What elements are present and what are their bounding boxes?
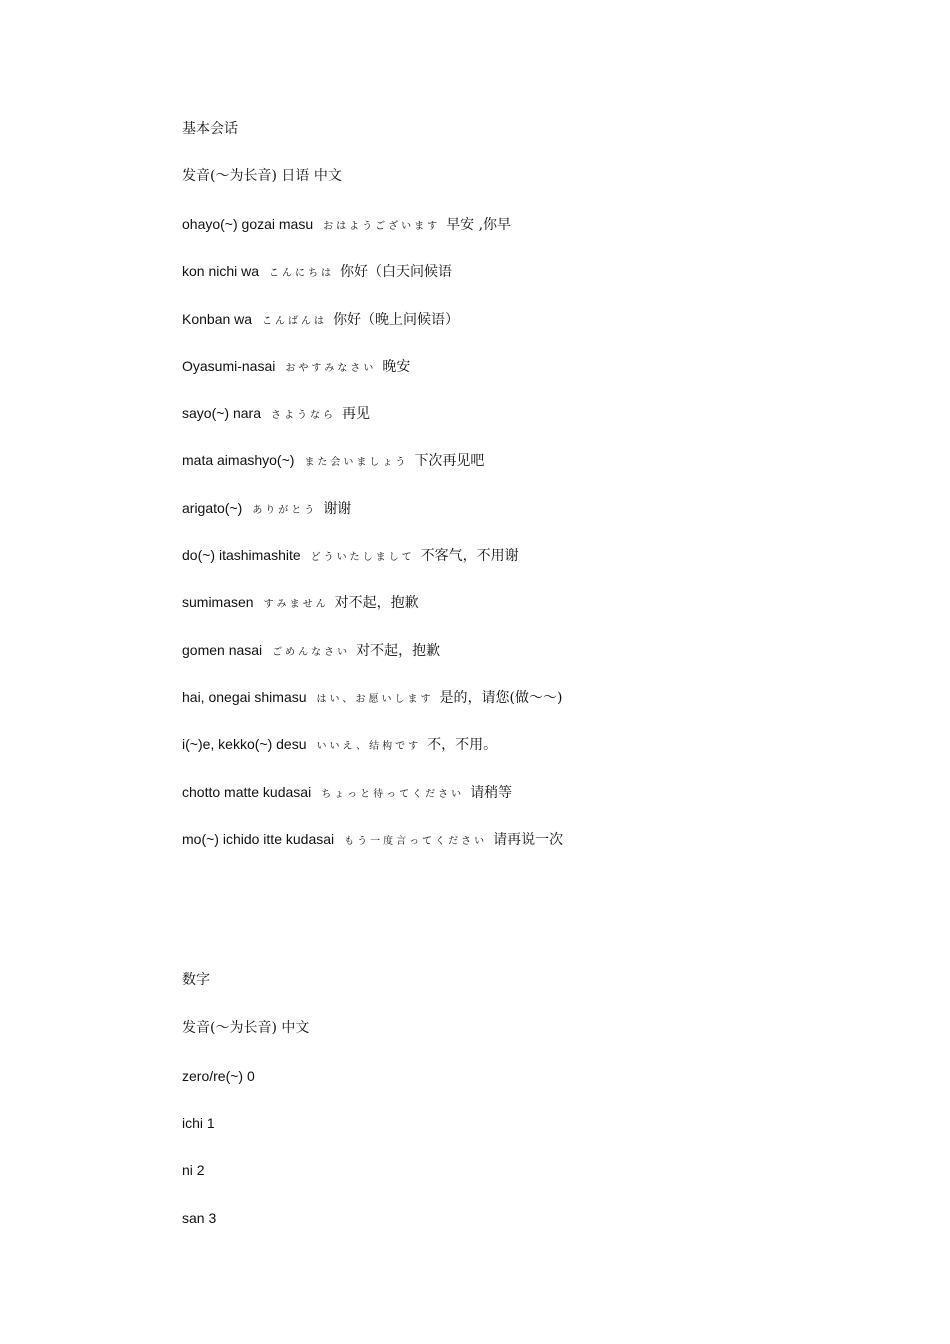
phrase-row — [182, 498, 351, 521]
chinese-text: 下次再见吧 — [414, 453, 485, 469]
japanese-text: どういたしまして — [310, 552, 415, 563]
phrase-row — [182, 687, 562, 710]
romaji-text: gomen nasai — [182, 642, 263, 658]
phrase-row — [182, 545, 519, 568]
number-row: ni 2 — [182, 1162, 205, 1178]
romaji-text: mo(~) ichido itte kudasai — [182, 831, 335, 847]
chinese-text: 不，不用。 — [427, 737, 498, 753]
romaji-text: hai, onegai shimasu — [182, 689, 307, 705]
phrase-row — [182, 782, 512, 805]
japanese-text: さようなら — [270, 410, 336, 421]
romaji-text: ohayo(~) gozai masu — [182, 216, 314, 232]
phrase-row — [182, 403, 370, 426]
section-title-numbers: 数字 — [182, 972, 210, 988]
chinese-text: 对不起，抱歉 — [334, 595, 419, 611]
romaji-text: kon nichi wa — [182, 263, 260, 279]
chinese-text: 对不起，抱歉 — [356, 643, 441, 659]
chinese-text: 请稍等 — [470, 785, 513, 801]
chinese-text: 早安 ,你早 — [446, 217, 512, 233]
chinese-text: 再见 — [341, 406, 370, 422]
phrase-row — [182, 309, 459, 332]
romaji-text: i(~)e, kekko(~) desu — [182, 736, 307, 752]
japanese-text: こんにちは — [269, 268, 335, 279]
phrase-row — [182, 450, 484, 473]
chinese-text: 谢谢 — [323, 501, 352, 517]
phrase-row — [182, 592, 419, 615]
phrase-row — [182, 829, 563, 852]
japanese-text: もう一度言ってください — [344, 836, 488, 847]
chinese-text: 不客气，不用谢 — [420, 548, 519, 564]
number-row: zero/re(~) 0 — [182, 1068, 255, 1084]
japanese-text: おやすみなさい — [285, 363, 377, 374]
japanese-text: はい、お愿いします — [316, 694, 434, 705]
romaji-text: chotto matte kudasai — [182, 784, 312, 800]
romaji-text: Oyasumi-nasai — [182, 358, 276, 374]
romaji-text: sayo(~) nara — [182, 405, 261, 421]
column-header: 发音(～为长音) 中文 — [182, 1020, 310, 1036]
phrase-row — [182, 214, 511, 237]
japanese-text: おはようございます — [323, 221, 441, 232]
section-title-basic-conversation: 基本会话 — [182, 121, 238, 137]
japanese-text: ごめんなさい — [272, 647, 351, 658]
phrase-row — [182, 640, 440, 663]
phrase-row — [182, 734, 497, 757]
romaji-text: Konban wa — [182, 311, 253, 327]
japanese-text: また会いましょう — [304, 457, 409, 468]
romaji-text: arigato(~) — [182, 500, 243, 516]
japanese-text: こんばんは — [262, 316, 328, 327]
chinese-text: 你好（晚上问候语） — [333, 312, 460, 328]
japanese-text: ありがとう — [252, 505, 318, 516]
number-row: san 3 — [182, 1210, 217, 1226]
chinese-text: 是的，请您(做～～) — [439, 690, 563, 706]
chinese-text: 晚安 — [382, 359, 411, 375]
romaji-text: do(~) itashimashite — [182, 547, 301, 563]
chinese-text: 请再说一次 — [493, 832, 564, 848]
column-header: 发音(～为长音) 日语 中文 — [182, 168, 342, 184]
phrase-row — [182, 356, 410, 379]
japanese-text: すみません — [263, 599, 329, 610]
number-row: ichi 1 — [182, 1115, 215, 1131]
japanese-text: いいえ、结构です — [316, 741, 422, 752]
chinese-text: 你好（白天问候语 — [340, 264, 453, 280]
romaji-text: sumimasen — [182, 594, 254, 610]
phrase-row — [182, 261, 452, 284]
japanese-text: ちょっと待ってください — [321, 789, 465, 800]
romaji-text: mata aimashyo(~) — [182, 452, 295, 468]
